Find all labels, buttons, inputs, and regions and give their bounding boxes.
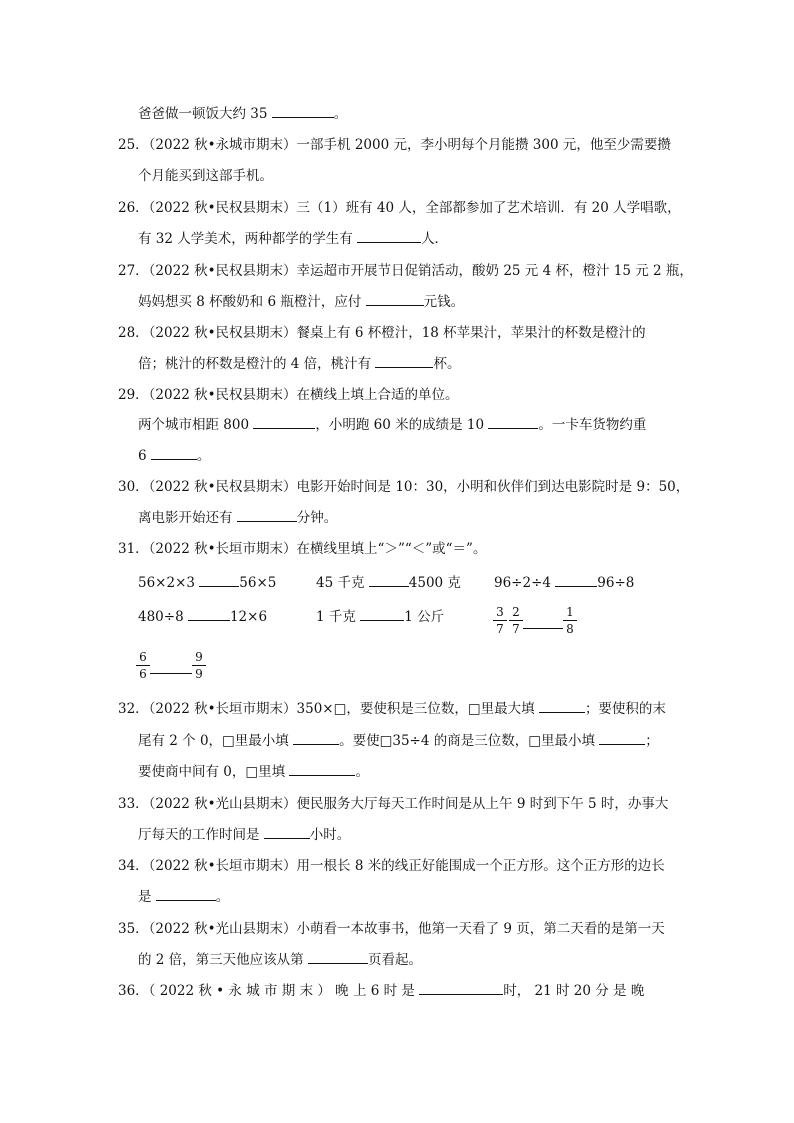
question-36 [118,982,644,1000]
question-text: 29．（2022 秋•民权县期末）在横线上填上合适的单位。 [118,387,459,403]
answer-blank[interactable] [188,608,230,621]
fraction-bar [192,665,206,666]
fraction [493,605,507,636]
question-35-cont [138,951,422,969]
question-28 [118,324,646,342]
answer-blank[interactable] [375,355,433,368]
fraction-bar [509,620,523,621]
fraction [563,605,577,636]
question-text: 25．（2022 秋•永城市期末）一部手机 2000 元，李小明每个月能攒 300 元，他至少需要攒 [118,137,671,153]
question-text: 。 [215,889,230,905]
question-29-cont2 [138,447,210,465]
question-33-cont [138,826,350,844]
answer-blank[interactable] [264,826,310,839]
question-32 [118,700,666,718]
question-25 [118,136,671,154]
question-27-cont [138,293,464,311]
question-text: 要使商中间有 0，□里填 [138,764,286,780]
compare-right: 96÷8 [597,575,635,591]
denominator: 8 [566,622,574,636]
question-text: 厅每天的工作时间是 [138,827,260,843]
compare-left: 480÷8 [138,609,184,625]
answer-blank[interactable] [151,447,197,460]
question-text: 妈妈想买 8 杯酸奶和 6 瓶橙汁，应付 [138,294,362,310]
denominator: 6 [139,667,147,681]
question-34-cont [138,888,229,906]
question-26-cont [138,230,448,248]
answer-blank[interactable] [156,888,216,901]
question-33 [118,795,668,813]
answer-blank[interactable] [293,732,339,745]
question-text: 爸爸做一顿饭大约 35 [138,106,268,122]
question-text: 26．（2022 秋•民权县期末）三（1）班有 40 人，全部都参加了艺术培训．有 20 人学唱歌， [118,200,681,216]
question-text: ； [645,733,659,749]
fraction [136,650,150,681]
answer-blank[interactable] [555,574,597,587]
question-text: 35．（2022 秋•光山县期末）小萌看一本故事书，他第一天看了 9 页，第二天看的是第一天 [118,921,665,937]
question-text: ，小明跑 60 米的成绩是 10 [315,417,485,433]
question-34 [118,857,665,875]
question-29-cont [138,416,646,434]
question-text: 33．（2022 秋•光山县期末）便民服务大厅每天工作时间是从上午 9 时到下午 5 时，办事大 [118,796,669,812]
answer-blank[interactable] [237,509,297,522]
answer-blank[interactable] [488,416,538,429]
answer-blank[interactable] [253,416,315,429]
question-text: 页看起。 [367,952,422,968]
question-text: 。 [333,106,348,122]
compare-left: 45 千克 [316,575,365,591]
answer-blank[interactable] [199,574,239,587]
question-text: 倍；桃汁的杯数是橙汁的 4 倍，桃汁有 [138,356,372,372]
denominator: 9 [195,667,203,681]
answer-blank[interactable] [360,608,404,621]
numerator: 6 [139,650,147,664]
numerator: 2 [512,605,520,619]
text-line [138,105,347,123]
denominator: 7 [512,622,520,636]
question-text: 28．（2022 秋•民权县期末）餐桌上有 6 杯橙汁，18 杯苹果汁，苹果汁的杯数是橙汁的 [118,325,646,341]
answer-blank[interactable] [357,230,421,243]
question-text: 27．（2022 秋•民权县期末）幸运超市开展节日促销活动，酸奶 25 元 4 杯，橙汁 15 元 2 瓶， [118,263,693,279]
compare-right: 4500 克 [408,575,461,591]
answer-blank[interactable] [419,982,503,995]
question-text: 。一卡车货物约重 [538,417,647,433]
question-text: 。要使□35÷4 的商是三位数，□里最小填 [339,733,595,749]
question-28-cont [138,355,460,373]
compare-left: 96÷2÷4 [494,575,551,591]
question-text: 31．（2022 秋•长垣市期末）在横线里填上“＞”“＜”或“＝”。 [118,541,487,557]
question-30 [118,478,689,496]
question-text: 。 [196,448,211,464]
question-text: 。 [355,764,369,780]
question-35 [118,920,665,938]
fraction-bar [563,620,577,621]
answer-blank[interactable] [366,293,424,306]
question-text: 人． [421,231,449,247]
question-text: 元钱。 [423,294,465,310]
question-text: 是 [138,889,152,905]
fraction-bar [136,665,150,666]
question-text: 尾有 2 个 0，□里最小填 [138,733,289,749]
answer-blank[interactable] [289,763,355,776]
answer-blank[interactable] [539,700,585,713]
question-29 [118,386,459,404]
compare-right: 1 公斤 [404,609,445,625]
question-31 [118,540,486,558]
question-text: 小时。 [309,827,351,843]
compare-item [316,608,444,626]
question-32-cont2 [138,763,369,781]
compare-left: 56×2×3 [138,575,195,591]
answer-blank[interactable] [599,732,645,745]
fraction-bar [493,620,507,621]
question-text: 的 2 倍，第三天他应该从第 [138,952,304,968]
question-text: 30．（2022 秋•民权县期末）电影开始时间是 10：30，小明和伙伴们到达电影院时是 9：50， [118,479,690,495]
question-text: 34．（2022 秋•长垣市期末）用一根长 8 米的线正好能围成一个正方形。这个正方形的边长 [118,858,665,874]
numerator: 3 [496,605,504,619]
question-text: 36．（ 2022 秋 • 永 城 市 期 末 ） 晚 上 6 时 是 [118,983,415,999]
answer-blank[interactable] [308,951,368,964]
compare-item [138,608,267,626]
question-text: 时， 21 时 20 分 是 晚 [503,983,645,999]
answer-blank[interactable] [150,673,192,674]
question-text: 分钟。 [296,510,338,526]
answer-blank[interactable] [272,105,334,118]
question-text: 有 32 人学美术，两种都学的学生有 [138,231,353,247]
compare-right: 12×6 [229,609,268,625]
compare-item [316,574,461,592]
fraction [192,650,206,681]
question-text: 离电影开始还有 [138,510,233,526]
fraction [509,605,523,636]
compare-item [138,574,276,592]
question-text: 杯。 [433,356,461,372]
compare-left: 1 千克 [316,609,356,625]
compare-right: 56×5 [239,575,277,591]
numerator: 9 [195,650,203,664]
question-27 [118,262,693,280]
question-26 [118,199,681,217]
numerator: 1 [566,605,574,619]
question-text: 个月能买到这部手机。 [138,168,273,184]
question-text: 32．（2022 秋•长垣市期末）350×□，要使积是三位数，□里最大填 [118,701,535,717]
denominator: 7 [496,622,504,636]
question-32-cont [138,732,659,750]
question-text: 两个城市相距 800 [138,417,250,433]
question-30-cont [138,509,337,527]
compare-item [494,574,634,592]
question-text: 6 [138,448,147,464]
question-25-cont [138,167,273,185]
answer-blank[interactable] [523,628,563,629]
answer-blank[interactable] [369,574,409,587]
question-text: ；要使积的末 [584,701,666,717]
